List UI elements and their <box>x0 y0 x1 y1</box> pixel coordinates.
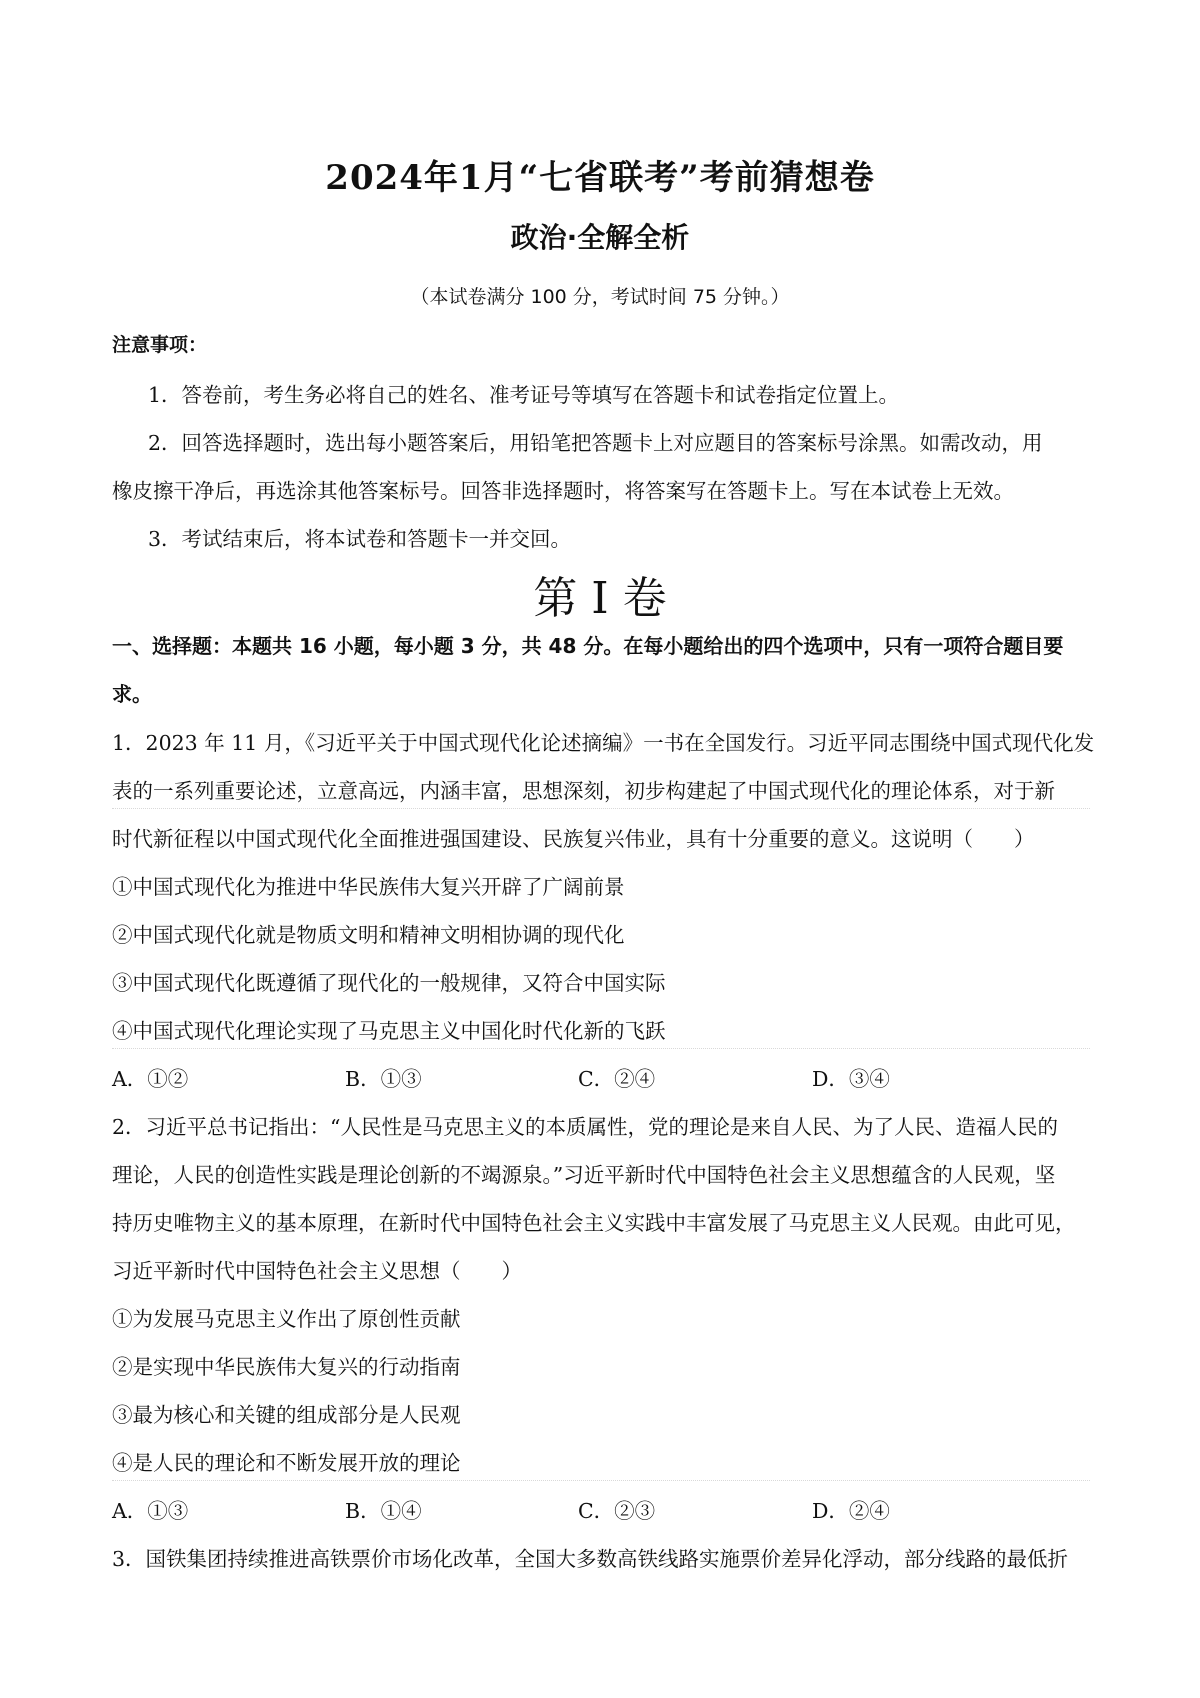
question-1-statement: ①中国式现代化为推进中华民族伟大复兴开辟了广阔前景 <box>112 875 625 899</box>
question-1-statement: ③中国式现代化既遵循了现代化的一般规律，又符合中国实际 <box>112 971 666 995</box>
question-2-stem: 习近平新时代中国特色社会主义思想（ ） <box>112 1259 522 1283</box>
section-instruction: 一、选择题：本题共 16 小题，每小题 3 分，共 48 分。在每小题给出的四个选项中，只有一项符合题目要 <box>112 634 1064 658</box>
question-2-statement: ①为发展马克思主义作出了原创性贡献 <box>112 1307 461 1331</box>
section-instruction: 求。 <box>112 682 152 706</box>
question-2-option-a[interactable]: A．①③ <box>112 1499 189 1523</box>
notice-heading: 注意事项： <box>112 334 208 356</box>
section-title: 第 I 卷 <box>533 573 667 624</box>
question-1-stem: 表的一系列重要论述，立意高远，内涵丰富，思想深刻，初步构建起了中国式现代化的理论体系，对于新 <box>112 779 1055 803</box>
notice-line: 1．答卷前，考生务必将自己的姓名、准考证号等填写在答题卡和试卷指定位置上。 <box>148 383 900 407</box>
question-2-statement: ④是人民的理论和不断发展开放的理论 <box>112 1451 461 1475</box>
dotted-divider <box>112 808 1090 809</box>
question-3-stem: 3．国铁集团持续推进高铁票价市场化改革，全国大多数高铁线路实施票价差异化浮动，部分线路的最低折 <box>112 1547 1069 1571</box>
question-1-statement: ②中国式现代化就是物质文明和精神文明相协调的现代化 <box>112 923 625 947</box>
question-1-stem: 1．2023 年 11 月，《习近平关于中国式现代化论述摘编》一书在全国发行。习近平同志围绕中国式现代化发 <box>112 731 1095 755</box>
notice-line: 橡皮擦干净后，再选涂其他答案标号。回答非选择题时，将答案写在答题卡上。写在本试卷上无效。 <box>112 479 1014 503</box>
notice-line: 2．回答选择题时，选出每小题答案后，用铅笔把答题卡上对应题目的答案标号涂黑。如需改动，用 <box>148 431 1043 455</box>
question-2-stem: 理论，人民的创造性实践是理论创新的不竭源泉。”习近平新时代中国特色社会主义思想蕴含的人民观，坚 <box>112 1163 1056 1187</box>
question-2-stem: 持历史唯物主义的基本原理，在新时代中国特色社会主义实践中丰富发展了马克思主义人民观。由此可见， <box>112 1211 1076 1235</box>
question-1-option-b[interactable]: B．①③ <box>345 1067 422 1091</box>
exam-title: 2024年1月“七省联考”考前猜想卷 <box>325 158 875 198</box>
question-1-statement: ④中国式现代化理论实现了马克思主义中国化时代化新的飞跃 <box>112 1019 666 1043</box>
question-2-statement: ②是实现中华民族伟大复兴的行动指南 <box>112 1355 461 1379</box>
exam-subtitle: 政治·全解全析 <box>510 221 690 254</box>
dotted-divider <box>112 1480 1090 1481</box>
question-2-option-c[interactable]: C．②③ <box>578 1499 656 1523</box>
exam-meta: （本试卷满分 100 分，考试时间 75 分钟。） <box>410 286 790 308</box>
question-1-stem: 时代新征程以中国式现代化全面推进强国建设、民族复兴伟业，具有十分重要的意义。这说明（ ） <box>112 827 1035 851</box>
notice-line: 3．考试结束后，将本试卷和答题卡一并交回。 <box>148 527 572 551</box>
question-1-option-a[interactable]: A．①② <box>112 1067 189 1091</box>
question-1-option-c[interactable]: C．②④ <box>578 1067 656 1091</box>
question-2-option-b[interactable]: B．①④ <box>345 1499 422 1523</box>
question-2-statement: ③最为核心和关键的组成部分是人民观 <box>112 1403 461 1427</box>
dotted-divider <box>112 1048 1090 1049</box>
question-2-option-d[interactable]: D．②④ <box>812 1499 890 1523</box>
question-1-option-d[interactable]: D．③④ <box>812 1067 890 1091</box>
question-2-stem: 2．习近平总书记指出：“人民性是马克思主义的本质属性，党的理论是来自人民、为了人民、造福人民的 <box>112 1115 1059 1139</box>
